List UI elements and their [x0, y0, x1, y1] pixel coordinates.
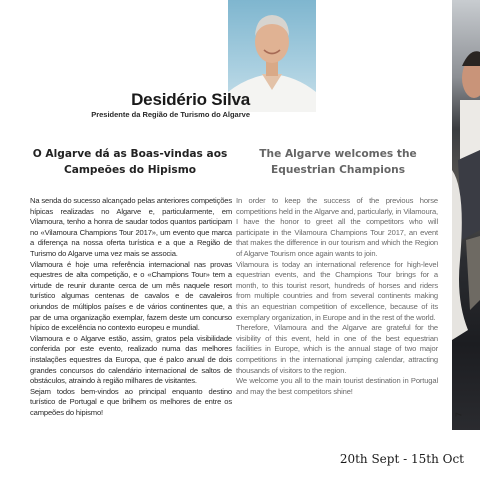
- article-body-portuguese: [30, 196, 232, 418]
- equestrian-side-photo: [452, 0, 480, 430]
- article-title-portuguese: O Algarve dá as Boas-vindas aos Campeões do Hipismo: [32, 148, 228, 176]
- author-name: Desidério Silva: [131, 90, 250, 109]
- event-dates: 20th Sept - 15th Oct: [339, 452, 464, 466]
- paragraph-en: We welcome you all to the main tourist destination in Portugal and may the best competitors shine!: [236, 376, 438, 396]
- paragraph-pt: Na senda do sucesso alcançado pelas anteriores competições hípicas realizadas no Algarve e, particularmente, em Vilamoura, tenho a honra de saudar todos quantos participam no «Vilamoura Champions Tour 2017», um evento que marca a diferença na nossa oferta turística e a que a Região de Turismo do Algarve uma vez mais se associa.: [30, 196, 232, 258]
- article-title-english: The Algarve welcomes the Equestrian Champions: [259, 148, 417, 176]
- paragraph-pt: Sejam todos bem-vindos ao principal enquanto destino turístico de Portugal e que brilhem os melhores de entre os campeões do hipismo!: [30, 386, 232, 417]
- page-number: 7: [454, 412, 464, 417]
- paragraph-en: Therefore, Vilamoura and the Algarve are grateful for the visibility of this event, held in one of the best equestrian facilities in Europe, which is the annual stage of two major competitions in the international jumping calendar, attracting thousands of visitors to the region.: [236, 323, 438, 375]
- paragraph-en: In order to keep the success of the previous horse competitions held in the Algarve and, particularly, in Vilamoura, I have the honor to greet all the competitors who will participate in the Vilamoura Champions Tour 2017, an event that makes the difference in our tourism and which the Region of Algarve Tourism once again wants to join.: [236, 196, 438, 258]
- article-body-english: [236, 196, 438, 397]
- paragraph-en: Vilamoura is today an international reference for high-level equestrian events, and the Champions Tour brings for a month, to this tourist resort, hundreds of horses and riders from multiple countries and from several continents making this an equestrian competition of excellence, because of its exemplary organization, in Europe and in the rest of the world.: [236, 259, 438, 322]
- paragraph-pt: Vilamoura e o Algarve estão, assim, gratos pela visibilidade conferida por este evento, realizado numa das melhores instalações equestres da Europa, que é palco anual de dois grandes concursos do calendário internacional de saltos de obstáculos, atraindo à região milhares de visitantes.: [30, 333, 232, 386]
- author-role: Presidente da Região de Turismo do Algarve: [91, 110, 250, 119]
- paragraph-pt: Vilamoura é hoje uma referência internacional nas provas equestres de alta competição, e o «Champions Tour» tem a virtude de reunir durante cerca de um mês naquele resort turístico algumas centenas de cavalos e de cavaleiros oriundos de múltiplos países e de vários continentes que, a par de uma organização exemplar, fazem deste um concurso hípico de excelência no contexto europeu e mundial.: [30, 259, 232, 333]
